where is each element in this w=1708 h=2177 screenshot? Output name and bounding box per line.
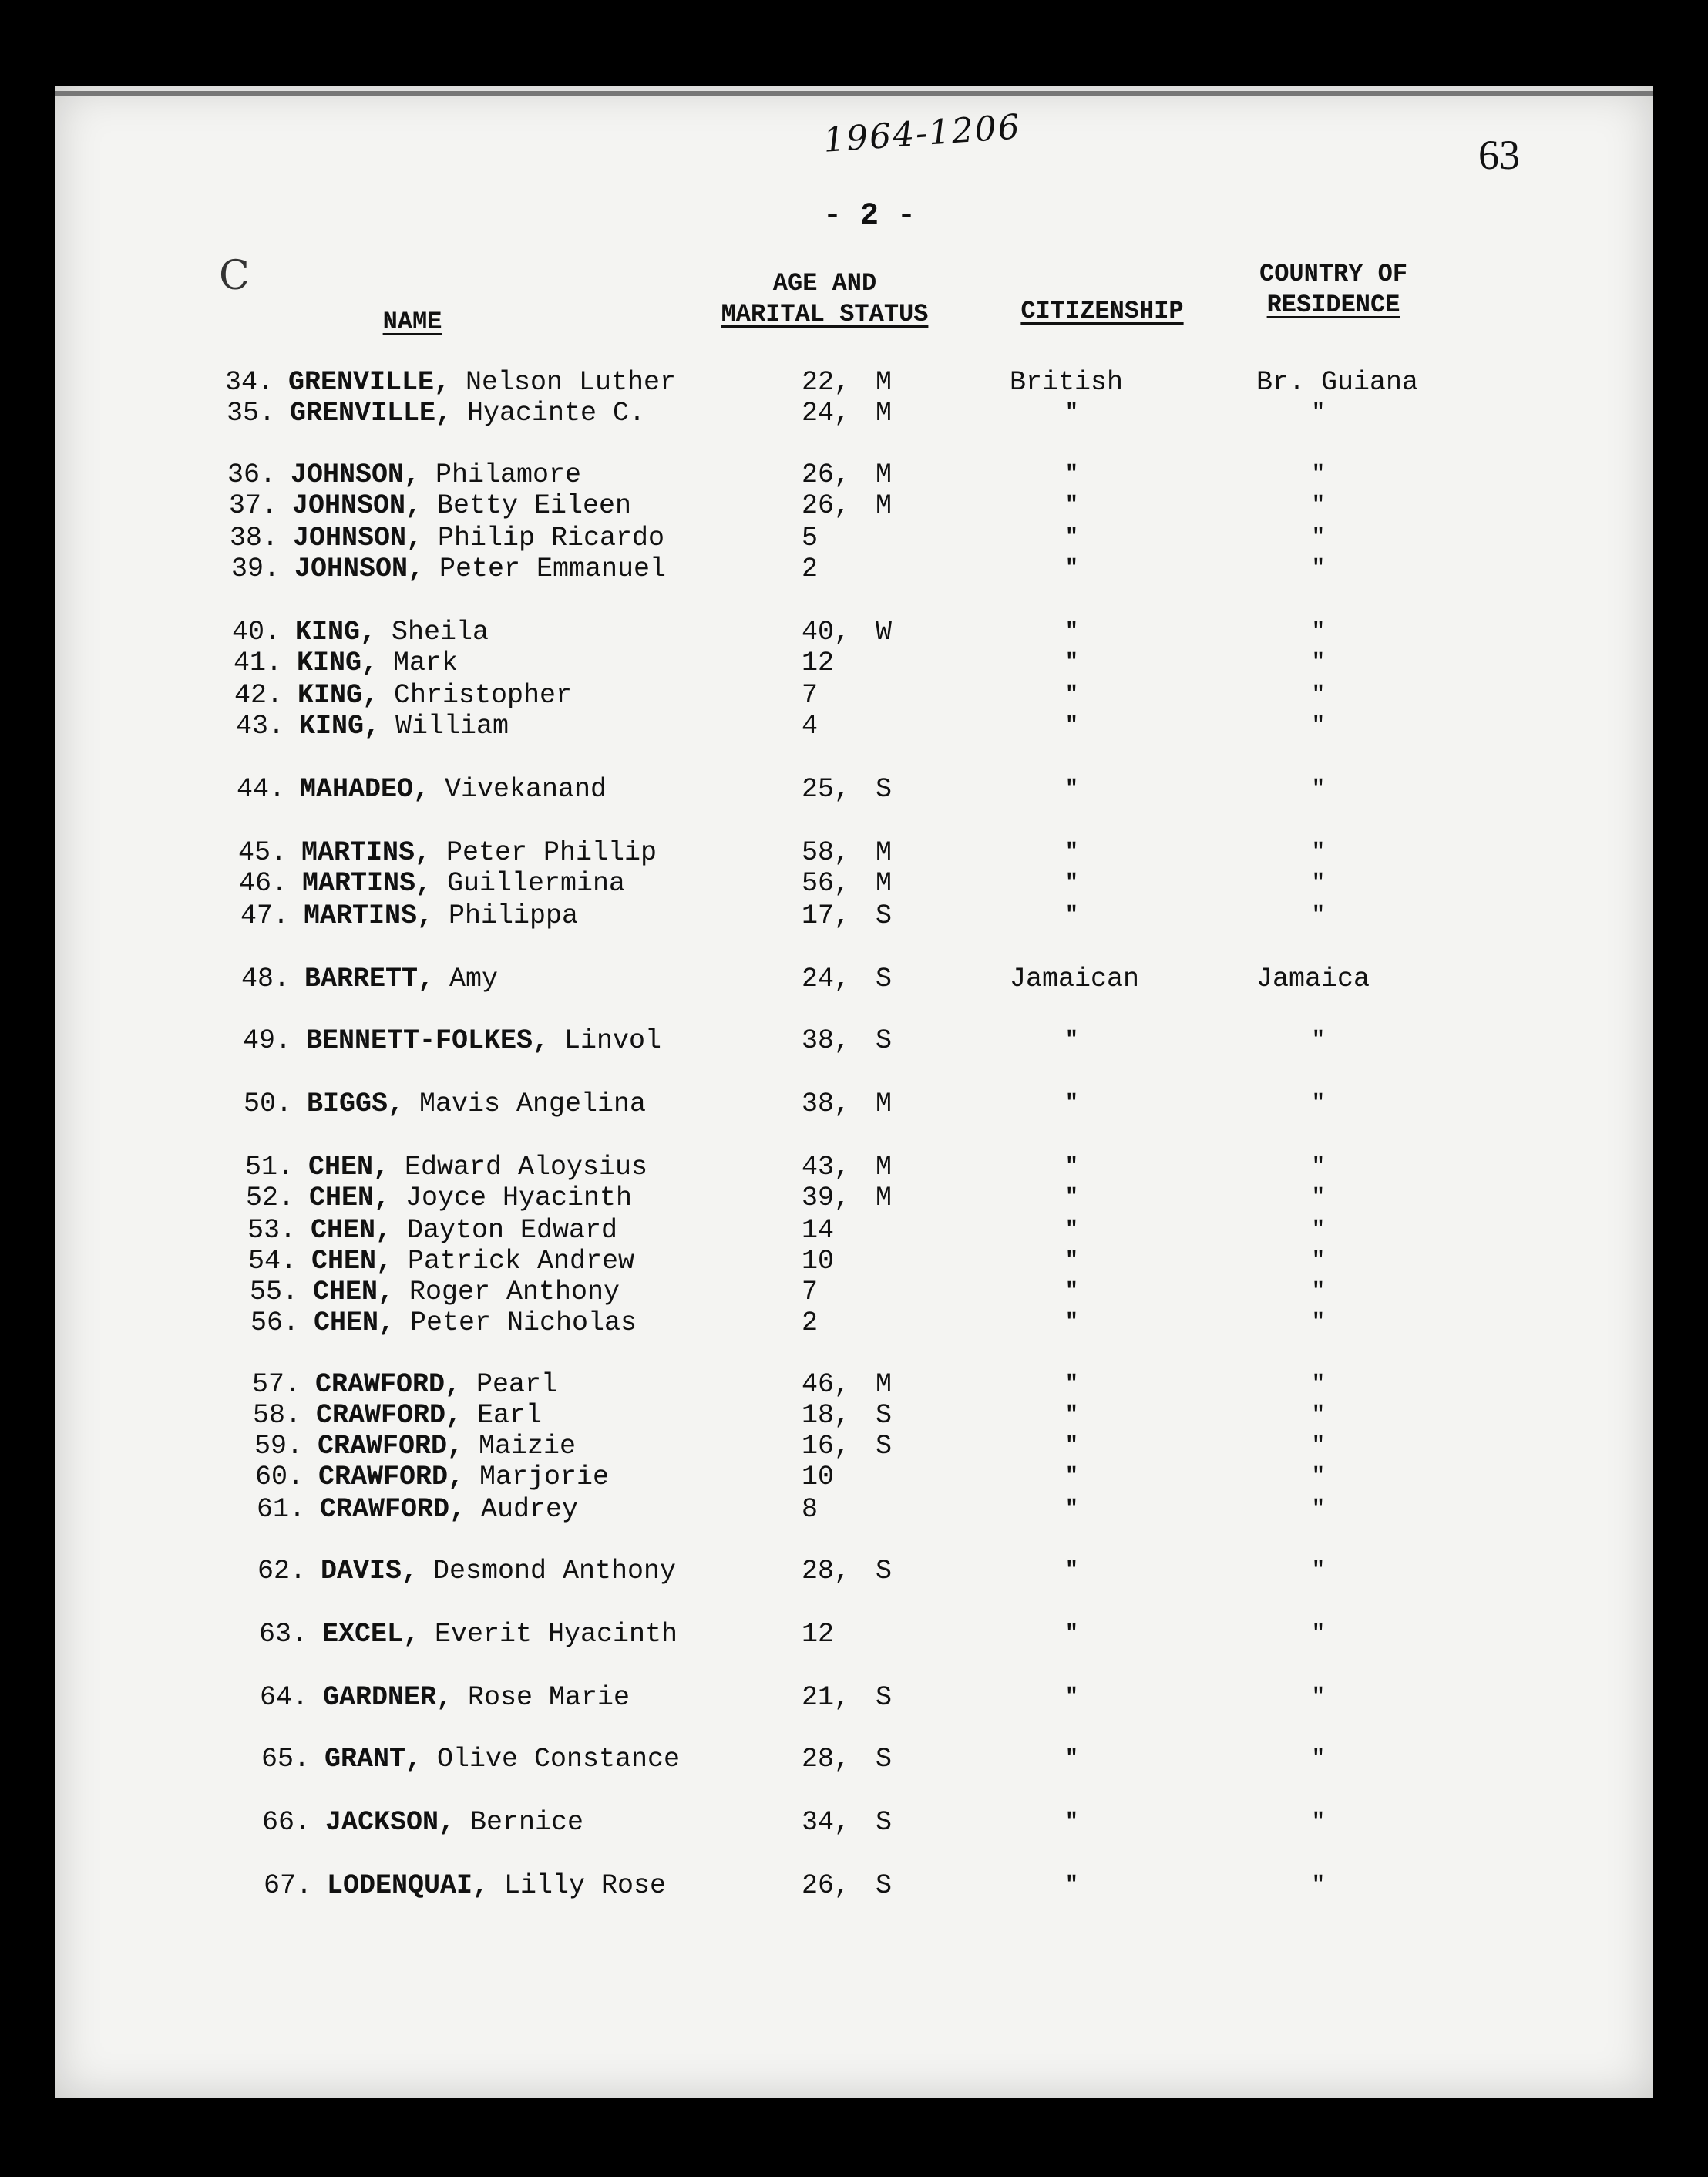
marital-status: S bbox=[876, 1556, 893, 1586]
table-row bbox=[0, 1619, 1708, 1650]
table-row bbox=[0, 774, 1708, 805]
marital-status: M bbox=[876, 1369, 893, 1400]
table-row bbox=[0, 1400, 1708, 1431]
country-of-residence: " bbox=[1312, 463, 1325, 486]
table-row bbox=[0, 1870, 1708, 1901]
citizenship: " bbox=[1065, 620, 1078, 644]
age: 17, bbox=[802, 900, 851, 931]
age: 26, bbox=[802, 1870, 851, 1901]
marital-status: S bbox=[876, 1400, 893, 1431]
given-names: Everit Hyacinth bbox=[435, 1619, 678, 1650]
given-names: Philippa bbox=[449, 900, 579, 931]
surname: MARTINS, bbox=[302, 868, 432, 899]
age: 2 bbox=[802, 554, 819, 584]
country-of-residence: " bbox=[1312, 1622, 1325, 1646]
row-number: 52. bbox=[246, 1183, 295, 1213]
marital-status: M bbox=[876, 398, 893, 429]
table-row bbox=[0, 1744, 1708, 1775]
column-header-country bbox=[1241, 259, 1426, 321]
table-row bbox=[0, 900, 1708, 931]
row-number: 45. bbox=[238, 837, 287, 868]
surname: CHEN, bbox=[308, 1152, 390, 1183]
row-number: 56. bbox=[250, 1307, 300, 1338]
table-row bbox=[0, 1246, 1708, 1277]
row-number: 62. bbox=[257, 1556, 307, 1586]
country-of-residence: " bbox=[1312, 1372, 1325, 1396]
surname: CRAWFORD, bbox=[320, 1494, 466, 1525]
surname: EXCEL, bbox=[322, 1619, 420, 1650]
table-row bbox=[0, 1277, 1708, 1307]
age: 28, bbox=[802, 1556, 851, 1586]
country-of-residence: " bbox=[1312, 1810, 1325, 1834]
citizenship: " bbox=[1065, 1434, 1078, 1458]
row-number: 61. bbox=[257, 1494, 306, 1525]
marital-status: M bbox=[876, 1152, 893, 1183]
citizenship: " bbox=[1065, 714, 1078, 738]
surname: KING, bbox=[299, 711, 381, 742]
citizenship: " bbox=[1065, 1465, 1078, 1489]
age: 38, bbox=[802, 1088, 851, 1119]
country-of-residence: " bbox=[1312, 1155, 1325, 1179]
given-names: Rose Marie bbox=[468, 1682, 630, 1713]
row-number: 60. bbox=[255, 1462, 304, 1492]
column-header-age bbox=[709, 268, 940, 330]
surname: LODENQUAI, bbox=[327, 1870, 489, 1901]
column-header-citizenship-label: CITIZENSHIP bbox=[1020, 297, 1184, 325]
marital-status: S bbox=[876, 1431, 893, 1462]
table-row bbox=[0, 648, 1708, 678]
row-number: 64. bbox=[260, 1682, 309, 1713]
surname: JOHNSON, bbox=[291, 459, 421, 490]
column-header-citizenship bbox=[1002, 296, 1202, 327]
table-row bbox=[0, 1215, 1708, 1246]
column-header-country-line1: COUNTRY OF bbox=[1259, 260, 1408, 288]
age: 28, bbox=[802, 1744, 851, 1775]
country-of-residence: " bbox=[1312, 1873, 1325, 1897]
row-number: 36. bbox=[227, 459, 277, 490]
age: 40, bbox=[802, 617, 851, 648]
country-of-residence: " bbox=[1312, 1559, 1325, 1583]
table-row bbox=[0, 1462, 1708, 1492]
margin-mark: C bbox=[219, 253, 250, 299]
age: 39, bbox=[802, 1183, 851, 1213]
country-of-residence: " bbox=[1312, 401, 1325, 425]
marital-status: S bbox=[876, 900, 893, 931]
citizenship: " bbox=[1065, 1311, 1078, 1334]
given-names: Edward Aloysius bbox=[405, 1152, 648, 1183]
age: 24, bbox=[802, 964, 851, 994]
marital-status: M bbox=[876, 868, 893, 899]
row-number: 65. bbox=[261, 1744, 311, 1775]
table-row bbox=[0, 459, 1708, 490]
surname: CHEN, bbox=[311, 1246, 393, 1277]
citizenship: " bbox=[1065, 1028, 1078, 1052]
row-number: 53. bbox=[247, 1215, 297, 1246]
age: 16, bbox=[802, 1431, 851, 1462]
age: 26, bbox=[802, 459, 851, 490]
marital-status: S bbox=[876, 1807, 893, 1838]
row-number: 40. bbox=[232, 617, 281, 648]
marital-status: S bbox=[876, 1870, 893, 1901]
marital-status: M bbox=[876, 1183, 893, 1213]
column-header-age-line1: AGE AND bbox=[772, 269, 877, 298]
given-names: Maizie bbox=[479, 1431, 577, 1462]
citizenship: " bbox=[1065, 1218, 1078, 1242]
column-header-name bbox=[362, 307, 462, 338]
given-names: Christopher bbox=[394, 680, 573, 711]
age: 25, bbox=[802, 774, 851, 805]
column-header-country-line2: RESIDENCE bbox=[1266, 291, 1400, 319]
age: 12 bbox=[802, 648, 835, 678]
given-names: Roger Anthony bbox=[409, 1277, 620, 1307]
given-names: Pearl bbox=[476, 1369, 558, 1400]
row-number: 35. bbox=[227, 398, 276, 429]
surname: GRANT, bbox=[324, 1744, 422, 1775]
citizenship: " bbox=[1065, 1372, 1078, 1396]
table-row bbox=[0, 554, 1708, 584]
age: 18, bbox=[802, 1400, 851, 1431]
row-number: 49. bbox=[243, 1025, 292, 1056]
row-number: 51. bbox=[245, 1152, 294, 1183]
country-of-residence: " bbox=[1312, 1747, 1325, 1771]
given-names: Hyacinte C. bbox=[467, 398, 646, 429]
given-names: Peter Emmanuel bbox=[439, 554, 667, 584]
surname: BIGGS, bbox=[307, 1088, 405, 1119]
country-of-residence: " bbox=[1312, 777, 1325, 801]
column-header-name-label: NAME bbox=[382, 308, 442, 336]
row-number: 57. bbox=[252, 1369, 301, 1400]
row-number: 58. bbox=[253, 1400, 302, 1431]
given-names: Betty Eileen bbox=[437, 490, 632, 521]
row-number: 67. bbox=[264, 1870, 313, 1901]
table-row bbox=[0, 680, 1708, 711]
table-row bbox=[0, 1682, 1708, 1713]
given-names: Joyce Hyacinth bbox=[405, 1183, 633, 1213]
surname: CHEN, bbox=[309, 1183, 391, 1213]
surname: CRAWFORD, bbox=[315, 1369, 462, 1400]
row-number: 55. bbox=[250, 1277, 299, 1307]
citizenship: " bbox=[1065, 401, 1078, 425]
citizenship: " bbox=[1065, 1186, 1078, 1210]
age: 56, bbox=[802, 868, 851, 899]
country-of-residence: " bbox=[1312, 871, 1325, 895]
citizenship: " bbox=[1065, 871, 1078, 895]
citizenship: British bbox=[1010, 367, 1124, 398]
marital-status: M bbox=[876, 367, 893, 398]
age: 24, bbox=[802, 398, 851, 429]
row-number: 59. bbox=[254, 1431, 304, 1462]
surname: BARRETT, bbox=[304, 964, 435, 994]
citizenship: " bbox=[1065, 683, 1078, 707]
row-number: 48. bbox=[241, 964, 291, 994]
table-row bbox=[0, 1494, 1708, 1525]
citizenship: " bbox=[1065, 651, 1078, 675]
age: 4 bbox=[802, 711, 819, 742]
given-names: Bernice bbox=[470, 1807, 584, 1838]
surname: KING, bbox=[297, 648, 378, 678]
country-of-residence: " bbox=[1312, 1092, 1325, 1115]
row-number: 50. bbox=[244, 1088, 293, 1119]
citizenship: " bbox=[1065, 1685, 1078, 1709]
citizenship: " bbox=[1065, 1155, 1078, 1179]
table-row bbox=[0, 367, 1708, 398]
given-names: Guillermina bbox=[447, 868, 626, 899]
given-names: Sheila bbox=[392, 617, 489, 648]
citizenship: " bbox=[1065, 1249, 1078, 1273]
surname: CHEN, bbox=[314, 1307, 395, 1338]
age: 7 bbox=[802, 1277, 819, 1307]
row-number: 46. bbox=[239, 868, 288, 899]
country-of-residence: " bbox=[1312, 1465, 1325, 1489]
surname: MARTINS, bbox=[304, 900, 434, 931]
table-row bbox=[0, 1556, 1708, 1586]
age: 10 bbox=[802, 1462, 835, 1492]
citizenship: " bbox=[1065, 903, 1078, 927]
country-of-residence: " bbox=[1312, 1403, 1325, 1427]
surname: CHEN, bbox=[311, 1215, 392, 1246]
country-of-residence: " bbox=[1312, 1280, 1325, 1304]
row-number: 44. bbox=[237, 774, 286, 805]
citizenship: " bbox=[1065, 1559, 1078, 1583]
given-names: Dayton Edward bbox=[407, 1215, 618, 1246]
surname: JOHNSON, bbox=[292, 490, 422, 521]
marital-status: S bbox=[876, 1744, 893, 1775]
given-names: Patrick Andrew bbox=[408, 1246, 635, 1277]
row-number: 38. bbox=[230, 523, 279, 554]
given-names: Desmond Anthony bbox=[433, 1556, 677, 1586]
age: 34, bbox=[802, 1807, 851, 1838]
citizenship: " bbox=[1065, 1810, 1078, 1834]
row-number: 41. bbox=[234, 648, 283, 678]
age: 38, bbox=[802, 1025, 851, 1056]
row-number: 66. bbox=[262, 1807, 311, 1838]
citizenship: " bbox=[1065, 493, 1078, 517]
table-row bbox=[0, 1369, 1708, 1400]
given-names: Audrey bbox=[481, 1494, 579, 1525]
country-of-residence: " bbox=[1312, 557, 1325, 580]
given-names: William bbox=[395, 711, 509, 742]
country-of-residence: " bbox=[1312, 493, 1325, 517]
age: 10 bbox=[802, 1246, 835, 1277]
given-names: Mark bbox=[393, 648, 459, 678]
given-names: Amy bbox=[449, 964, 499, 994]
country-of-residence: " bbox=[1312, 1685, 1325, 1709]
surname: JOHNSON, bbox=[293, 523, 423, 554]
citizenship: " bbox=[1065, 1092, 1078, 1115]
citizenship: " bbox=[1065, 526, 1078, 550]
table-row bbox=[0, 1431, 1708, 1462]
marital-status: M bbox=[876, 837, 893, 868]
marital-status: S bbox=[876, 1025, 893, 1056]
surname: MARTINS, bbox=[301, 837, 432, 868]
table-row bbox=[0, 1088, 1708, 1119]
table-row bbox=[0, 617, 1708, 648]
surname: GRENVILLE, bbox=[288, 367, 451, 398]
surname: GRENVILLE, bbox=[290, 398, 452, 429]
row-number: 43. bbox=[236, 711, 285, 742]
given-names: Earl bbox=[477, 1400, 543, 1431]
surname: BENNETT-FOLKES, bbox=[306, 1025, 550, 1056]
country-of-residence: " bbox=[1312, 526, 1325, 550]
marital-status: M bbox=[876, 1088, 893, 1119]
country-of-residence: Jamaica bbox=[1256, 964, 1370, 994]
given-names: Mavis Angelina bbox=[419, 1088, 647, 1119]
row-number: 37. bbox=[229, 490, 278, 521]
marital-status: S bbox=[876, 1682, 893, 1713]
age: 43, bbox=[802, 1152, 851, 1183]
country-of-residence: " bbox=[1312, 1311, 1325, 1334]
country-of-residence: " bbox=[1312, 1186, 1325, 1210]
table-row bbox=[0, 1183, 1708, 1213]
surname: CHEN, bbox=[313, 1277, 395, 1307]
marital-status: M bbox=[876, 490, 893, 521]
country-of-residence: " bbox=[1312, 903, 1325, 927]
age: 22, bbox=[802, 367, 851, 398]
table-row bbox=[0, 1307, 1708, 1338]
country-of-residence: " bbox=[1312, 1497, 1325, 1521]
surname: CRAWFORD, bbox=[316, 1400, 462, 1431]
country-of-residence: " bbox=[1312, 683, 1325, 707]
given-names: Marjorie bbox=[479, 1462, 610, 1492]
marital-status: S bbox=[876, 774, 893, 805]
given-names: Peter Nicholas bbox=[410, 1307, 637, 1338]
given-names: Olive Constance bbox=[437, 1744, 681, 1775]
row-number: 54. bbox=[248, 1246, 298, 1277]
table-row bbox=[0, 711, 1708, 742]
age: 58, bbox=[802, 837, 851, 868]
handwritten-reference: 1964-1206 bbox=[822, 107, 1023, 160]
table-row bbox=[0, 490, 1708, 521]
given-names: Philip Ricardo bbox=[438, 523, 665, 554]
age: 46, bbox=[802, 1369, 851, 1400]
row-number: 39. bbox=[231, 554, 281, 584]
surname: JACKSON, bbox=[325, 1807, 456, 1838]
table-row bbox=[0, 1152, 1708, 1183]
surname: CRAWFORD, bbox=[318, 1462, 465, 1492]
citizenship: " bbox=[1065, 557, 1078, 580]
page-marker: - 2 - bbox=[823, 199, 916, 234]
table-row bbox=[0, 837, 1708, 868]
page-number: 63 bbox=[1478, 132, 1520, 178]
country-of-residence: " bbox=[1312, 840, 1325, 864]
age: 12 bbox=[802, 1619, 835, 1650]
column-header-age-line2: MARITAL STATUS bbox=[721, 300, 929, 328]
citizenship: Jamaican bbox=[1010, 964, 1140, 994]
citizenship: " bbox=[1065, 1747, 1078, 1771]
country-of-residence: " bbox=[1312, 1434, 1325, 1458]
given-names: Lilly Rose bbox=[504, 1870, 667, 1901]
row-number: 47. bbox=[240, 900, 290, 931]
citizenship: " bbox=[1065, 1497, 1078, 1521]
surname: KING, bbox=[295, 617, 377, 648]
row-number: 63. bbox=[259, 1619, 308, 1650]
table-row bbox=[0, 1025, 1708, 1056]
country-of-residence: " bbox=[1312, 620, 1325, 644]
age: 2 bbox=[802, 1307, 819, 1338]
given-names: Philamore bbox=[435, 459, 582, 490]
age: 5 bbox=[802, 523, 819, 554]
table-row bbox=[0, 523, 1708, 554]
country-of-residence: " bbox=[1312, 1218, 1325, 1242]
row-number: 34. bbox=[225, 367, 274, 398]
age: 7 bbox=[802, 680, 819, 711]
surname: MAHADEO, bbox=[300, 774, 430, 805]
citizenship: " bbox=[1065, 1403, 1078, 1427]
age: 26, bbox=[802, 490, 851, 521]
surname: JOHNSON, bbox=[294, 554, 425, 584]
surname: KING, bbox=[298, 680, 379, 711]
citizenship: " bbox=[1065, 1280, 1078, 1304]
age: 8 bbox=[802, 1494, 819, 1525]
marital-status: W bbox=[876, 617, 893, 648]
table-row bbox=[0, 398, 1708, 429]
surname: GARDNER, bbox=[323, 1682, 453, 1713]
citizenship: " bbox=[1065, 1873, 1078, 1897]
surname: DAVIS, bbox=[321, 1556, 419, 1586]
given-names: Vivekanand bbox=[445, 774, 607, 805]
given-names: Linvol bbox=[564, 1025, 662, 1056]
citizenship: " bbox=[1065, 463, 1078, 486]
age: 21, bbox=[802, 1682, 851, 1713]
page-top-edge bbox=[55, 91, 1653, 96]
marital-status: M bbox=[876, 459, 893, 490]
given-names: Peter Phillip bbox=[446, 837, 657, 868]
country-of-residence: " bbox=[1312, 714, 1325, 738]
country-of-residence: " bbox=[1312, 1249, 1325, 1273]
surname: CRAWFORD, bbox=[318, 1431, 464, 1462]
row-number: 42. bbox=[234, 680, 284, 711]
country-of-residence: " bbox=[1312, 1028, 1325, 1052]
age: 14 bbox=[802, 1215, 835, 1246]
table-row bbox=[0, 868, 1708, 899]
citizenship: " bbox=[1065, 840, 1078, 864]
table-row bbox=[0, 964, 1708, 994]
citizenship: " bbox=[1065, 1622, 1078, 1646]
country-of-residence: Br. Guiana bbox=[1256, 367, 1419, 398]
country-of-residence: " bbox=[1312, 651, 1325, 675]
marital-status: S bbox=[876, 964, 893, 994]
citizenship: " bbox=[1065, 777, 1078, 801]
table-row bbox=[0, 1807, 1708, 1838]
given-names: Nelson Luther bbox=[466, 367, 677, 398]
